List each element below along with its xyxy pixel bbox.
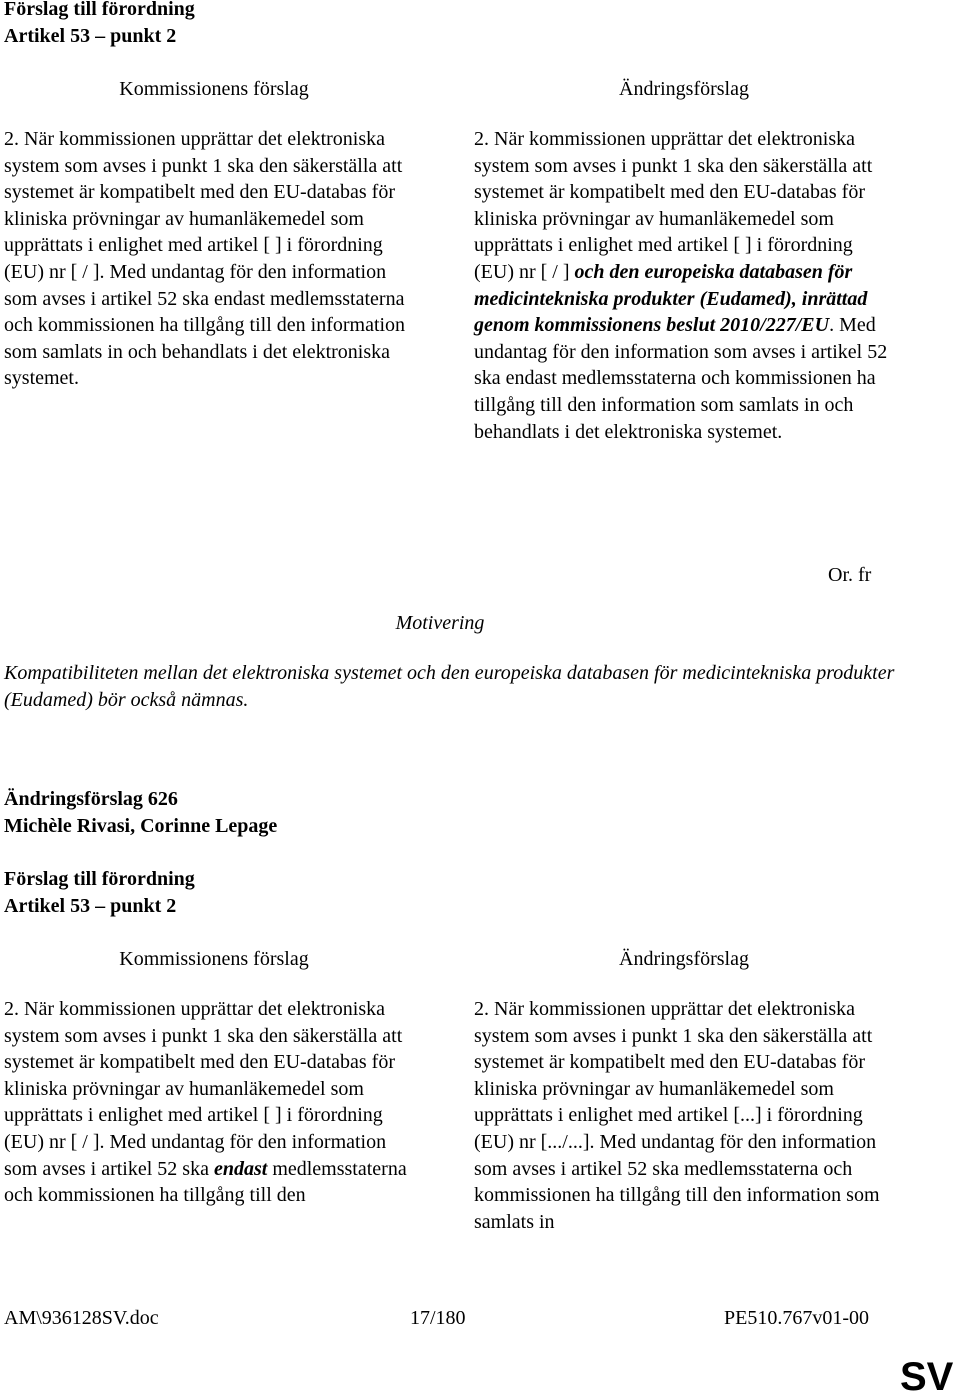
justification-text: Kompatibiliteten mellan det elektroniska systemet och den europeiska databasen för medicintekniska produkter (Eudamed) bör också nämnas. [4,662,895,711]
heading-title: Förslag till förordning [4,0,195,20]
footer-pe-ref: PE510.767v01-00 [724,1307,869,1329]
heading-article: Artikel 53 – punkt 2 [4,24,177,47]
amendment-text-2: 2. När kommissionen upprättar det elektroniska system som avses i punkt 1 ska den säkerställa att systemet är kompatibelt med den EU-databas för kliniska prövningar av humanläkemedel som upprättats i enlighet med artikel [...] i förordning (EU) nr [.../...]. Med undantag för den information som avses i artikel 52 ska medlemsstaterna och kommissionen ha tillgång till den information som samlats in [474,998,880,1233]
column-header-amendment: Ändringsförslag [619,78,749,100]
commission-text-2-emphasis: endast [213,1157,268,1180]
footer-doc-ref: AM\936128SV.doc [4,1307,159,1329]
column-header-commission: Kommissionens förslag [119,78,309,100]
amendment-text-end: . Med undantag för den information som avses i artikel 52 ska endast medlemsstaterna och kommissionen ha tillgång till den information som samlats in och behandlats i det elektroniska systemet. [474,314,888,443]
amendment-text-start: 2. När kommissionen upprättar det elektroniska system som avses i punkt 1 ska den säkerställa att systemet är kompatibelt med den EU-databas för kliniska prövningar av humanläkemedel som upprättats i enlighet med artikel [ ] i förordning (EU) nr [ / ] [474,128,873,283]
amendment-header [4,786,277,839]
section-heading [4,0,195,49]
footer-page-number: 17/180 [410,1307,466,1329]
commission-text: 2. När kommissionen upprättar det elektroniska system som avses i punkt 1 ska den säkerställa att systemet är kompatibelt med den EU-databas för kliniska prövningar av humanläkemedel som upprättats i enlighet med artikel [ ] i förordning (EU) nr [ / ]. Med undantag för den information som avses i artikel 52 ska endast medlemsstaterna och kommissionen ha tillgång till den information som samlats in och behandlats i det elektroniska systemet. [4,128,406,390]
column-header-commission-2: Kommissionens förslag [119,948,309,970]
section-heading-2 [4,866,195,919]
amendment-text-emphasis: och den europeiska databasen för medicintekniska produkter (Eudamed), inrättad genom kommissionens beslut 2010/227/EU [474,260,868,337]
column-header-amendment-2: Ändringsförslag [619,948,749,970]
amendment-text [474,126,894,445]
heading-article-2: Artikel 53 – punkt 2 [4,894,177,917]
language-code: SV [900,1355,954,1399]
heading-title-2: Förslag till förordning [4,868,195,890]
commission-text-2 [4,996,424,1209]
justification-title: Motivering [395,612,485,634]
amendment-authors: Michèle Rivasi, Corinne Lepage [4,814,278,837]
amendment-title: Ändringsförslag 626 [4,788,178,810]
commission-text-2-start: 2. När kommissionen upprättar det elektroniska system som avses i punkt 1 ska den säkerställa att systemet är kompatibelt med den EU-databas för kliniska prövningar av humanläkemedel som upprättats i enlighet med artikel [ ] i förordning (EU) nr [ / ]. Med undantag för den information som avses i artikel 52 ska [4,998,403,1180]
original-language: Or. fr [828,564,872,586]
commission-text-2-end: medlemsstaterna och kommissionen ha tillgång till den [4,1157,407,1207]
